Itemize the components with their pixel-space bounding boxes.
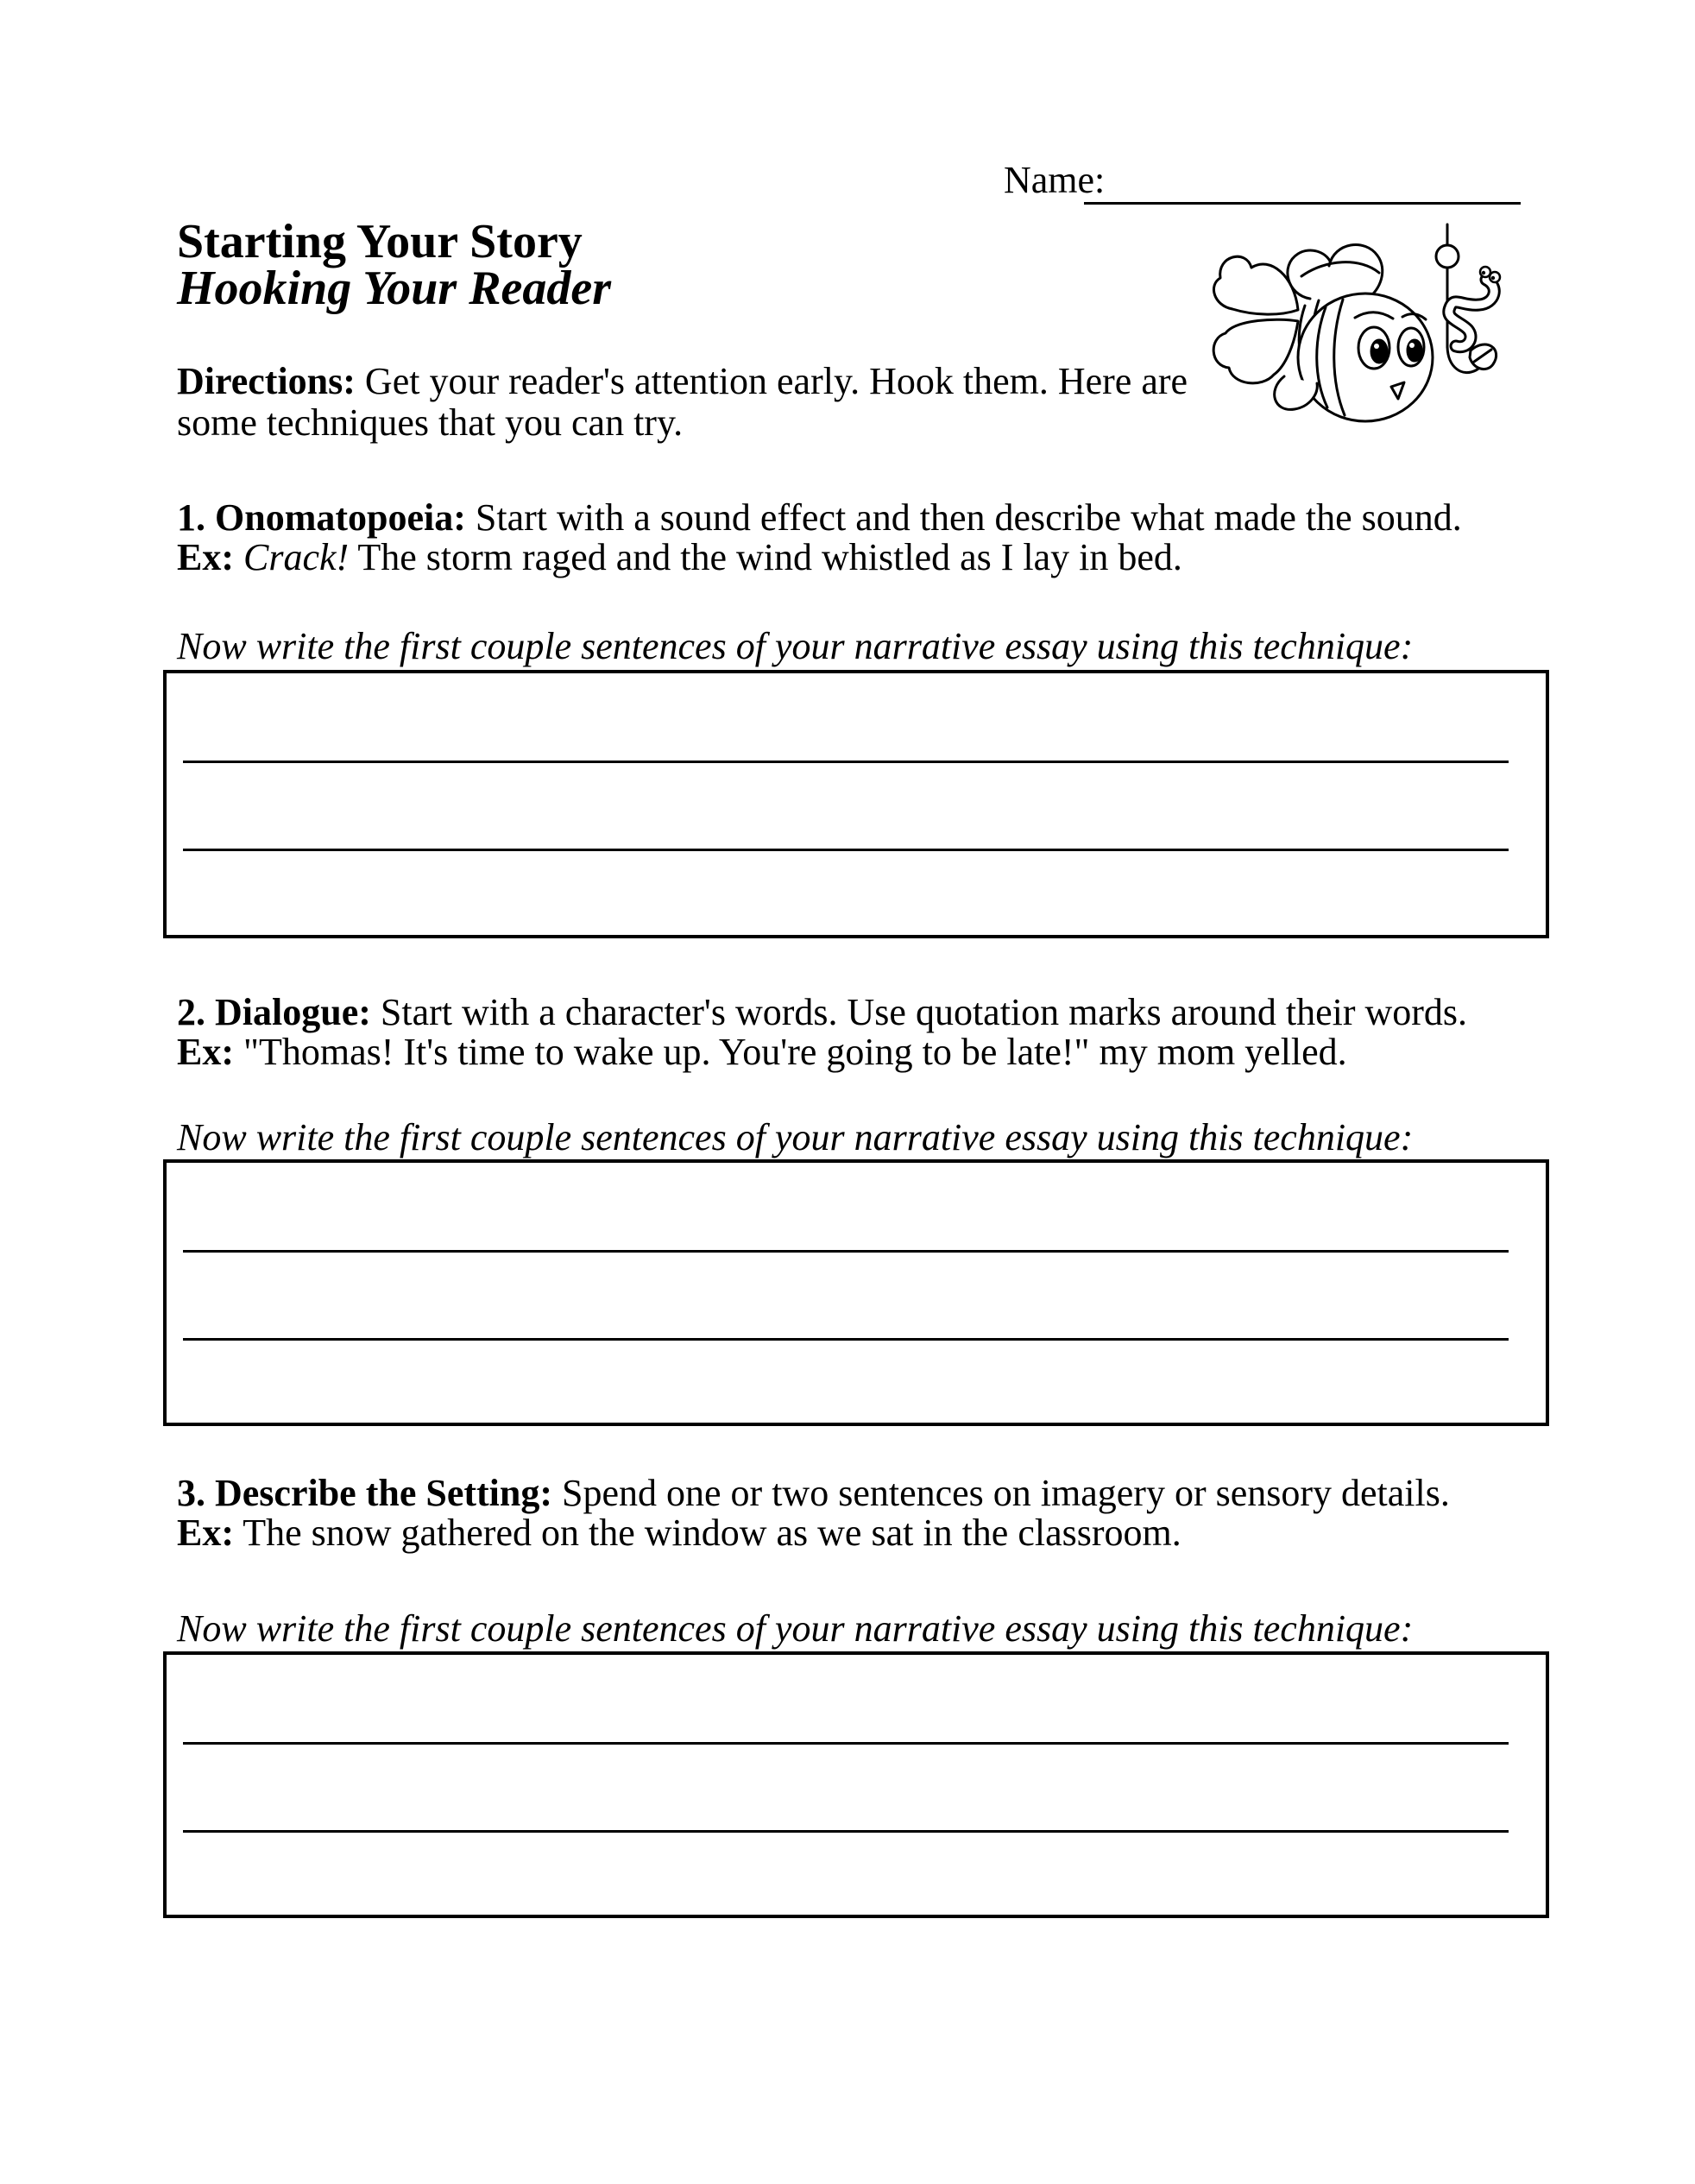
example-text: "Thomas! It's time to wake up. You're going to be late!" my mom yelled. — [234, 1031, 1347, 1073]
writing-line — [183, 1742, 1509, 1745]
name-label: Name: — [1004, 159, 1106, 201]
prompt-2: Now write the first couple sentences of your narrative essay using this technique: — [177, 1116, 1414, 1158]
writing-line — [183, 849, 1509, 851]
directions-label: Directions: — [177, 360, 356, 402]
section-desc: Start with a sound effect and then describe what made the sound. — [465, 496, 1462, 539]
section-onomatopoeia — [177, 498, 1462, 578]
directions-text: Get your reader's attention early. Hook them. Here are some techniques that you can try. — [177, 360, 1188, 444]
fish-and-worm-on-hook-illustration — [1198, 221, 1560, 456]
fish-tail — [1213, 256, 1298, 314]
writing-line — [183, 1250, 1509, 1253]
example-label: Ex: — [177, 1031, 234, 1073]
section-describe-the-setting — [177, 1474, 1450, 1553]
example-label: Ex: — [177, 1512, 234, 1554]
answer-box-2[interactable] — [163, 1159, 1549, 1426]
prompt-3: Now write the first couple sentences of your narrative essay using this technique: — [177, 1607, 1414, 1650]
writing-line — [183, 1338, 1509, 1341]
example-text: The storm raged and the wind whistled as I lay in bed. — [349, 536, 1182, 578]
example-text: The snow gathered on the window as we sat in the classroom. — [234, 1512, 1181, 1554]
answer-box-3[interactable] — [163, 1651, 1549, 1918]
answer-box-1[interactable] — [163, 670, 1549, 938]
section-label: 1. Onomatopoeia: — [177, 496, 466, 539]
worm-eye — [1490, 272, 1500, 282]
page-subtitle: Hooking Your Reader — [177, 262, 612, 315]
example-label: Ex: — [177, 536, 234, 578]
writing-line — [183, 1830, 1509, 1833]
name-field[interactable] — [1084, 202, 1521, 205]
writing-line — [183, 761, 1509, 763]
example-italic: Crack! — [234, 536, 350, 578]
section-desc: Start with a character's words. Use quotation marks around their words. — [370, 991, 1468, 1033]
directions — [177, 361, 1243, 444]
page-title: Starting Your Story — [177, 215, 583, 268]
prompt-1: Now write the first couple sentences of your narrative essay using this technique: — [177, 625, 1414, 667]
fish-top-fin — [1288, 250, 1332, 299]
section-desc: Spend one or two sentences on imagery or sensory details. — [552, 1472, 1450, 1514]
section-dialogue — [177, 993, 1467, 1072]
section-label: 3. Describe the Setting: — [177, 1472, 553, 1514]
section-label: 2. Dialogue: — [177, 991, 371, 1033]
